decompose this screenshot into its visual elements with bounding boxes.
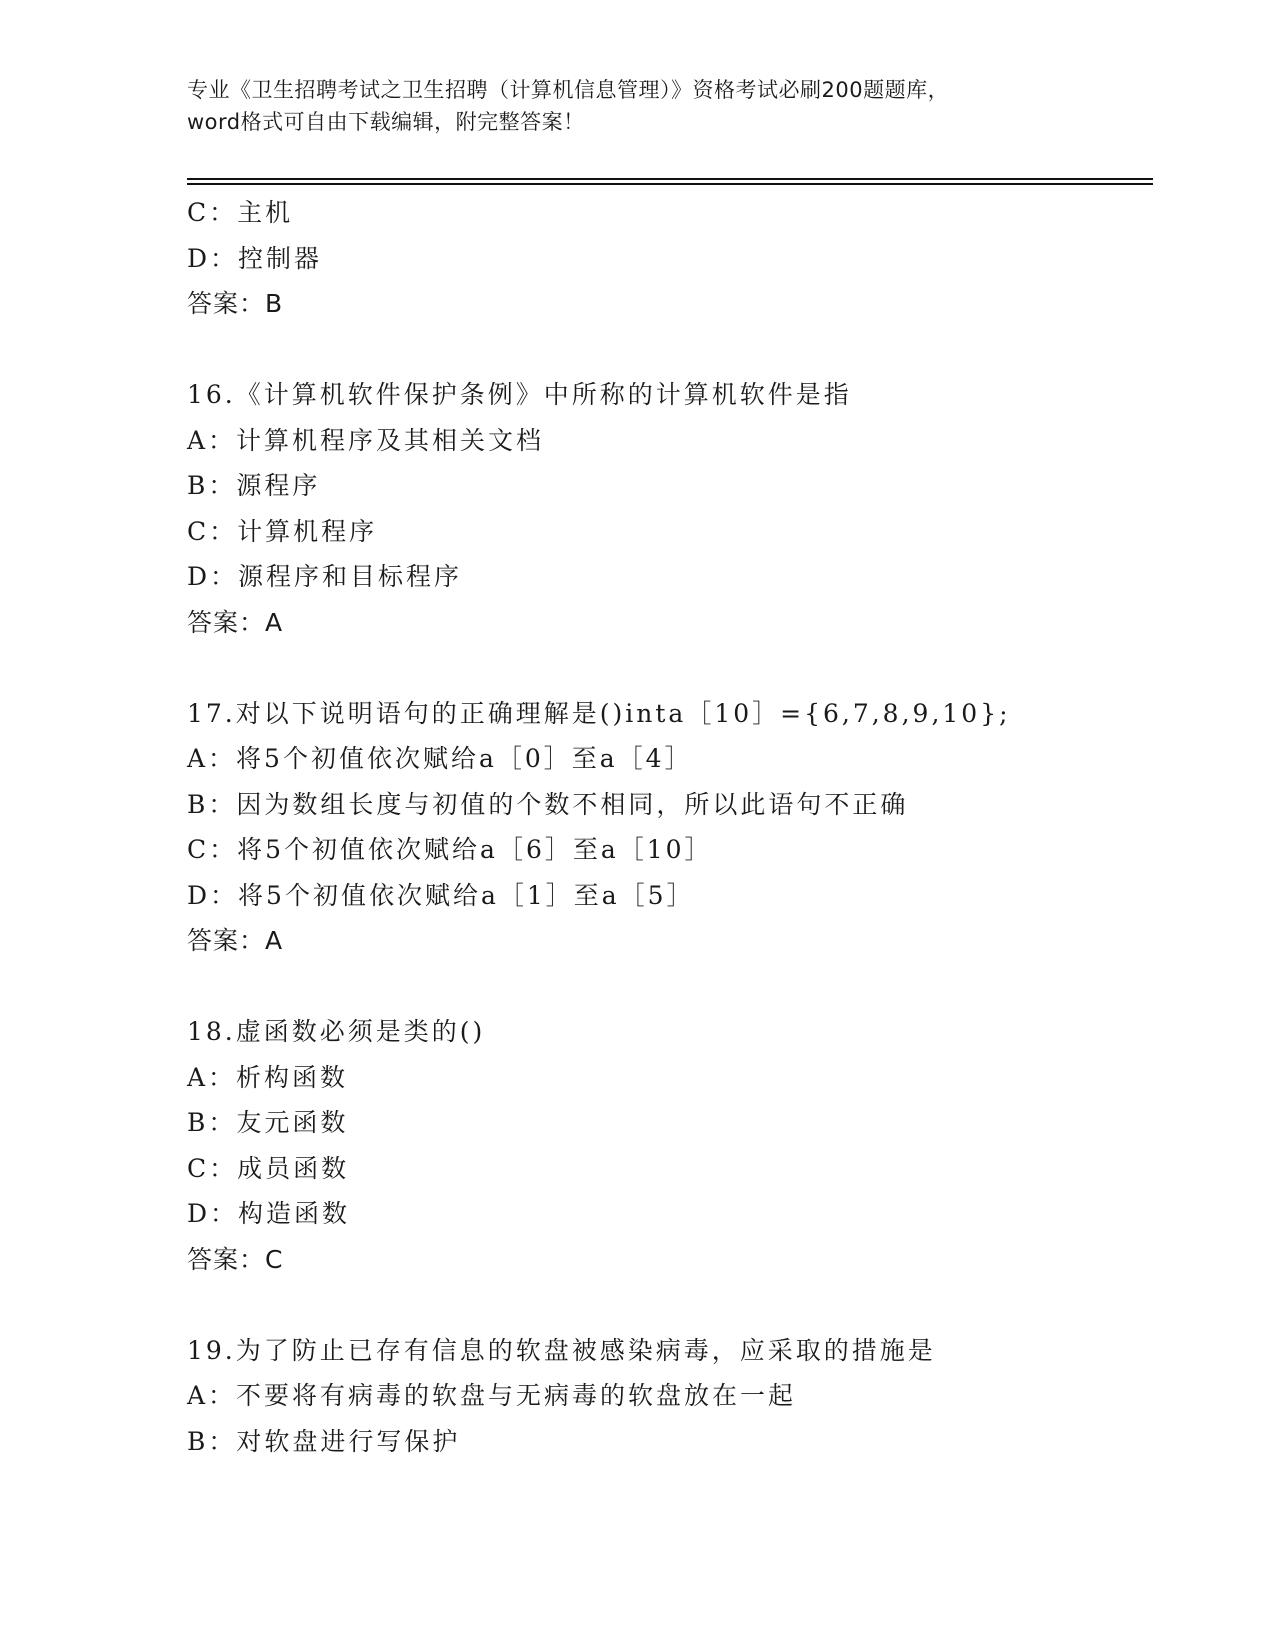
answer-line: 答案：B — [187, 289, 284, 318]
option-d: D：将5个初值依次赋给a［1］至a［5］ — [187, 880, 695, 910]
option-c: C：将5个初值依次赋给a［6］至a［10］ — [187, 835, 713, 864]
question-list — [187, 190, 1153, 1464]
spacer — [187, 645, 1153, 691]
spacer — [187, 964, 1153, 1010]
question-17 — [187, 691, 1153, 964]
question-text: 19.为了防止已存有信息的软盘被感染病毒，应采取的措施是 — [187, 1335, 936, 1365]
question-19 — [187, 1328, 1153, 1465]
option-d: D：构造函数 — [187, 1199, 351, 1228]
answer-line: 答案：A — [187, 607, 284, 637]
question-text: 18.虚函数必须是类的() — [187, 1017, 486, 1046]
option-b: B：因为数组长度与初值的个数不相同，所以此语句不正确 — [187, 789, 909, 819]
question-text: 16.《计算机软件保护条例》中所称的计算机软件是指 — [187, 380, 852, 409]
question-16 — [187, 372, 1153, 645]
answer-line: 答案：A — [187, 926, 284, 955]
question-15-tail — [187, 190, 1153, 327]
option-d: D：控制器 — [187, 243, 323, 273]
option-b: B：对软盘进行写保护 — [187, 1426, 461, 1456]
header-title-line-2: word格式可自由下载编辑，附完整答案！ — [187, 110, 585, 134]
option-c: C：成员函数 — [187, 1153, 350, 1183]
header-divider-top — [187, 178, 1153, 180]
option-a: A：不要将有病毒的软盘与无病毒的软盘放在一起 — [187, 1381, 797, 1410]
option-a: A：析构函数 — [187, 1062, 349, 1092]
header-divider-bottom — [187, 183, 1153, 185]
answer-line: 答案：C — [187, 1244, 284, 1274]
document-header — [187, 74, 1087, 138]
question-text: 17.对以下说明语句的正确理解是()inta［10］={6,7,8,9,10}; — [187, 698, 1011, 728]
spacer — [187, 327, 1153, 373]
spacer — [187, 1282, 1153, 1328]
option-c: C：计算机程序 — [187, 516, 378, 546]
question-18 — [187, 1009, 1153, 1282]
option-b: B：友元函数 — [187, 1108, 349, 1137]
header-title-line-1: 专业《卫生招聘考试之卫生招聘（计算机信息管理）》资格考试必刷200题题库， — [187, 78, 950, 102]
option-a: A：将5个初值依次赋给a［0］至a［4］ — [187, 744, 693, 773]
option-b: B：源程序 — [187, 471, 321, 500]
option-d: D：源程序和目标程序 — [187, 562, 463, 591]
option-c: C：主机 — [187, 198, 294, 227]
option-a: A：计算机程序及其相关文档 — [187, 425, 545, 455]
